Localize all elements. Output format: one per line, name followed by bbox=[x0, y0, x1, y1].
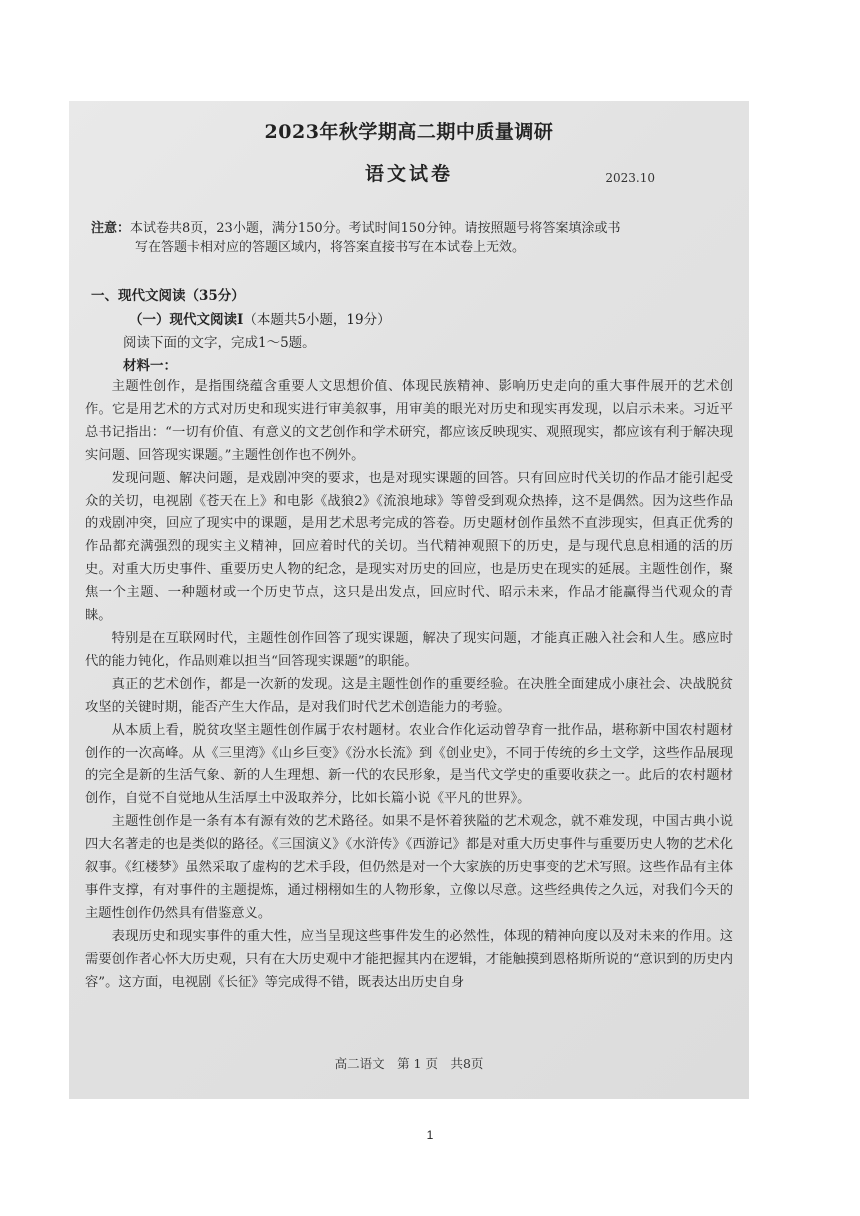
notice-line-1: 本试卷共8页，23小题，满分150分。考试时间150分钟。请按照题号将答案填涂或书 bbox=[130, 221, 621, 236]
subsection-label: （一）现代文阅读Ⅰ bbox=[129, 312, 244, 328]
notice-label: 注意： bbox=[91, 221, 131, 236]
exam-date: 2023.10 bbox=[605, 171, 655, 185]
passage-paragraph: 真正的艺术创作，都是一次新的发现。这是主题性创作的重要经验。在决胜全面建成小康社会、决战脱贫攻坚的关键时期，能否产生大作品，是对我们时代艺术创造能力的考验。 bbox=[85, 676, 733, 715]
page-number: 1 bbox=[426, 1128, 434, 1142]
passage-paragraph: 发现问题、解决问题，是戏剧冲突的要求，也是对现实课题的回答。只有回应时代关切的作品才能引起受众的关切，电视剧《苍天在上》和电影《战狼2》《流浪地球》等曾受到观众热捧，这不是偶然。因为这些作品的戏剧冲突，回应了现实中的课题，是用艺术思考完成的答卷。历史题材创作虽然不直涉现实，但真正优秀的作品都充满强烈的现实主义精神，回应着时代的关切。当代精神观照下的历史，是与现代息息相通的活的历史。对重大历史事件、重要历史人物的纪念，是现实对历史的回应，也是历史在现实的延展。主题性创作，聚焦一个主题、一种题材或一个历史节点，这只是出发点，回应时代、昭示未来，作品才能赢得当代观众的青睐。 bbox=[85, 470, 733, 624]
notice-line-2: 写在答题卡相对应的答题区域内，将答案直接书写在本试卷上无效。 bbox=[135, 240, 526, 255]
passage-paragraph: 主题性创作是一条有本有源有效的艺术路径。如果不是怀着狭隘的艺术观念，就不难发现，中国古典小说四大名著走的也是类似的路径。《三国演义》《水浒传》《西游记》都是对重大历史事件与重要历史人物的艺术化叙事。《红楼梦》虽然采取了虚构的艺术手段，但仍然是对一个大家族的历史事变的艺术写照。这些作品有主体事件支撑，有对事件的主题提炼，通过栩栩如生的人物形象，立像以尽意。这些经典传之久远，对我们今天的主题性创作仍然具有借鉴意义。 bbox=[85, 814, 733, 921]
page-footer: 高二语文 第 1 页 共8页 bbox=[334, 1056, 484, 1071]
passage-paragraph: 从本质上看，脱贫攻坚主题性创作属于农村题材。农业合作化运动曾孕育一批作品，堪称新中国农村题材创作的一次高峰。从《三里湾》《山乡巨变》《汾水长流》到《创业史》，不同于传统的乡土文学，这些作品展现的完全是新的生活气象、新的人生理想、新一代的农民形象，是当代文学史的重要收获之一。此后的农村题材创作，自觉不自觉地从生活厚土中汲取养分，比如长篇小说《平凡的世界》。 bbox=[85, 722, 733, 807]
subsection-detail: （本题共5小题，19分） bbox=[243, 312, 391, 328]
exam-page-photo bbox=[69, 101, 749, 1099]
passage-body bbox=[85, 376, 733, 994]
material-label: 材料一： bbox=[123, 358, 177, 374]
subsection-heading bbox=[129, 308, 391, 328]
passage-paragraph: 特别是在互联网时代，主题性创作回答了现实课题，解决了现实问题，才能真正融入社会和人生。感应时代的能力钝化，作品则难以担当“回答现实课题”的职能。 bbox=[85, 630, 733, 669]
notice-block bbox=[91, 219, 725, 257]
passage-paragraph: 主题性创作，是指围绕蕴含重要人文思想价值、体现民族精神、影响历史走向的重大事件展开的艺术创作。它是用艺术的方式对历史和现实进行审美叙事，用审美的眼光对历史和现实再发现，以启示未来。习近平总书记指出：“一切有价值、有意义的文艺创作和学术研究，都应该反映现实、观照现实，都应该有利于解决现实问题、回答现实课题。”主题性创作也不例外。 bbox=[85, 379, 733, 463]
exam-subtitle: 语文试卷 bbox=[364, 163, 453, 185]
reading-instruction: 阅读下面的文字，完成1～5题。 bbox=[123, 335, 316, 351]
exam-title: 2023年秋学期高二期中质量调研 bbox=[264, 121, 554, 143]
section-heading: 一、现代文阅读（35分） bbox=[91, 288, 245, 304]
passage-paragraph: 表现历史和现实事件的重大性，应当呈现这些事件发生的必然性，体现的精神向度以及对未来的作用。这需要创作者心怀大历史观，只有在大历史观中才能把握其内在逻辑，才能触摸到恩格斯所说的“意识到的历史内容”。这方面，电视剧《长征》等完成得不错，既表达出历史自身 bbox=[85, 928, 733, 990]
